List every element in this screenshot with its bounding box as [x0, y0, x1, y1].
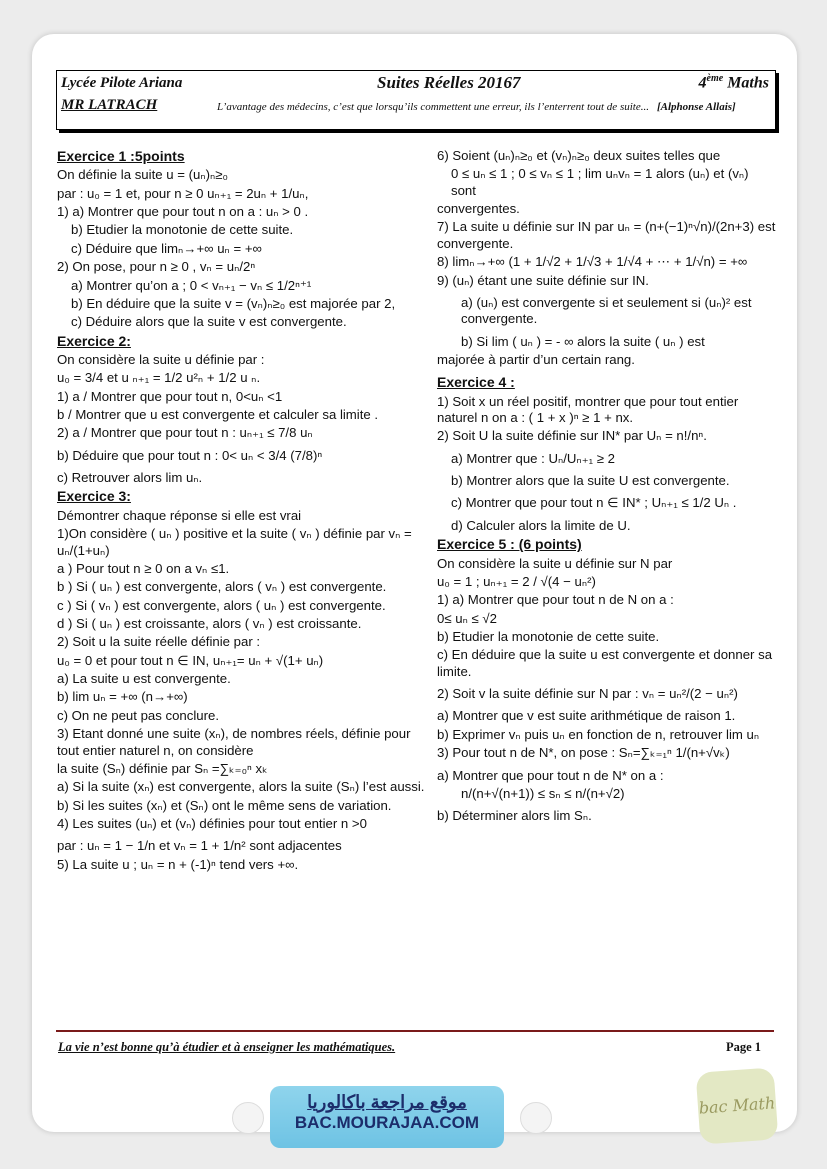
text-line: 2) a / Montrer que pour tout n : uₙ₊₁ ≤ 7/8 uₙ: [57, 425, 313, 441]
text-line: b) Etudier la monotonie de cette suite.: [437, 628, 660, 644]
text-line: c) On ne peut pas conclure.: [57, 707, 220, 723]
text-line: 1) a) Montrer que pour tout n on a : uₙ > 0 .: [57, 204, 309, 220]
left-column: [57, 148, 425, 875]
text-line: 3) Etant donné une suite (xₙ), de nombres réels, définie pour tout entier naturel n, on considère: [57, 726, 411, 758]
text-line: c ) Si ( vₙ ) est convergente, alors ( uₙ ) est convergente.: [57, 597, 386, 613]
text-line: a) Montrer qu’on a ; 0 < vₙ₊₁ − vₙ ≤ 1/2ⁿ⁺¹: [71, 277, 312, 293]
text-line: c) Montrer que pour tout n ∈ IN* ; Uₙ₊₁ ≤ 1/2 Uₙ .: [451, 495, 737, 511]
text-line: 3) Pour tout n de N*, on pose : Sₙ=∑ₖ₌₁ⁿ 1/(n+√vₖ): [437, 745, 730, 761]
text-line: Démontrer chaque réponse si elle est vrai: [57, 507, 302, 523]
text-line: On considère la suite u définie par :: [57, 351, 265, 367]
exercise-heading: Exercice 3:: [57, 488, 131, 505]
text-line: 6) Soient (uₙ)ₙ≥₀ et (vₙ)ₙ≥₀ deux suites telles que: [437, 148, 721, 163]
text-line: a) Montrer que : Uₙ/Uₙ₊₁ ≥ 2: [451, 450, 616, 466]
text-line: On définie la suite u = (uₙ)ₙ≥₀: [57, 167, 228, 183]
text-line: a) La suite u est convergente.: [57, 671, 231, 687]
text-line: 4) Les suites (uₙ) et (vₙ) définies pour tout entier n >0: [57, 815, 367, 831]
text-line: la suite (Sₙ) définie par Sₙ =∑ₖ₌₀ⁿ xₖ: [57, 760, 268, 776]
exercise-heading: Exercice 5 : (6 points): [437, 536, 582, 553]
text-line: a) Montrer que pour tout n de N* on a :: [437, 767, 664, 783]
text-line: u₀ = 0 et pour tout n ∈ IN, uₙ₊₁= uₙ + √(1+ uₙ): [57, 652, 324, 668]
quote-author: [Alphonse Allais]: [656, 101, 736, 113]
text-line: b / Montrer que u est convergente et calculer sa limite .: [57, 407, 379, 423]
header-quote: L’avantage des médecins, c’est que lorsqu’ils commettent une erreur, ils l’enterrent tout de suite... [Alphonse Allais]: [217, 101, 736, 113]
text-line: b) Déduire que pour tout n : 0< uₙ < 3/4 (7/8)ⁿ: [57, 447, 323, 463]
text-line: c) Déduire que limₙ→+∞ uₙ = +∞: [71, 240, 262, 256]
class-label: 4ème Maths: [698, 73, 769, 92]
text-line: u₀ = 3/4 et u ₙ₊₁ = 1/2 u²ₙ + 1/2 u ₙ.: [57, 370, 261, 386]
text-line: 1)On considère ( uₙ ) positive et la suite ( vₙ ) définie par vₙ = uₙ/(1+uₙ): [57, 526, 412, 558]
right-logo-icon: [520, 1102, 552, 1134]
exercise-heading: Exercice 2:: [57, 332, 131, 349]
text-line: 5) La suite u ; uₙ = n + (-1)ⁿ tend vers +∞.: [57, 856, 299, 872]
text-line: b) lim uₙ = +∞ (n→+∞): [57, 689, 188, 705]
text-line: par : u₀ = 1 et, pour n ≥ 0 uₙ₊₁ = 2uₙ + 1/uₙ,: [57, 185, 309, 201]
text-line: 2) Soit v la suite définie sur N par : vₙ = uₙ²/(2 − uₙ²): [437, 686, 738, 702]
site-banner[interactable]: [270, 1086, 504, 1148]
text-line: 9) (uₙ) étant une suite définie sur IN.: [437, 272, 649, 288]
document-header: [56, 70, 776, 130]
text-line: b) Montrer alors que la suite U est convergente.: [451, 473, 730, 489]
banner-arabic: موقع مراجعة باكالوريا: [307, 1092, 467, 1112]
text-line: 2) Soit U la suite définie sur IN* par Uₙ = n!/nⁿ.: [437, 428, 707, 444]
text-line: d) Calculer alors la limite de U.: [451, 517, 631, 533]
text-line: b) Etudier la monotonie de cette suite.: [71, 222, 294, 238]
text-line: a) (uₙ) est convergente si et seulement si (uₙ)² est convergente.: [461, 294, 752, 327]
footer-rule: [56, 1030, 774, 1032]
text-line: u₀ = 1 ; uₙ₊₁ = 2 / √(4 − uₙ²): [437, 573, 596, 589]
text-line: par : uₙ = 1 − 1/n et vₙ = 1 + 1/n² sont adjacentes: [57, 838, 342, 854]
teacher-name: MR LATRACH: [61, 97, 158, 113]
text-line: c) Retrouver alors lim uₙ.: [57, 470, 203, 486]
text-line: c) En déduire que la suite u est convergente et donner sa limite.: [437, 647, 773, 679]
text-line: 7) La suite u définie sur IN par uₙ = (n+(−1)ⁿ√n)/(2n+3) est convergente.: [437, 219, 776, 251]
text-line: convergentes.: [437, 201, 520, 217]
exercise-heading: Exercice 4 :: [437, 374, 515, 391]
text-line: b) Déterminer alors lim Sₙ.: [437, 808, 592, 824]
page-number: Page 1: [726, 1040, 762, 1054]
document-title: Suites Réelles 20167: [377, 73, 521, 92]
text-line: 0 ≤ uₙ ≤ 1 ; 0 ≤ vₙ ≤ 1 ; lim uₙvₙ = 1 alors (uₙ) et (vₙ) sont: [451, 166, 749, 198]
text-line: b) Si lim ( uₙ ) = - ∞ alors la suite ( uₙ ) est: [461, 333, 705, 349]
text-line: 2) Soit u la suite réelle définie par :: [57, 634, 261, 650]
text-line: On considère la suite u définie sur N par: [437, 555, 673, 571]
text-line: d ) Si ( uₙ ) est croissante, alors ( vₙ ) est croissante.: [57, 615, 362, 631]
text-line: a) Si la suite (xₙ) est convergente, alors la suite (Sₙ) l’est aussi.: [57, 779, 425, 795]
text-line: 1) Soit x un réel positif, montrer que pour tout entier naturel n on a : ( 1 + x )ⁿ ≥ 1 + nx.: [437, 393, 739, 426]
exercise-heading: Exercice 1 :5points: [57, 148, 185, 164]
text-line: b) Exprimer vₙ puis uₙ en fonction de n, retrouver lim uₙ: [437, 726, 760, 742]
text-line: 1) a / Montrer que pour tout n, 0<uₙ <1: [57, 388, 283, 404]
text-line: b) Si les suites (xₙ) et (Sₙ) ont le même sens de variation.: [57, 797, 392, 813]
text-line: c) Déduire alors que la suite v est convergente.: [71, 314, 347, 330]
right-column: [437, 148, 777, 827]
banner-url[interactable]: BAC.MOURAJAA.COM: [294, 1113, 480, 1132]
footer-motto: La vie n’est bonne qu’à étudier et à enseigner les mathématiques.: [58, 1040, 396, 1054]
text-line: 8) limₙ→+∞ (1 + 1/√2 + 1/√3 + 1/√4 + ⋯ + 1/√n) = +∞: [437, 254, 748, 270]
text-line: a ) Pour tout n ≥ 0 on a vₙ ≤1.: [57, 560, 230, 576]
text-line: 1) a) Montrer que pour tout n de N on a :: [437, 592, 674, 608]
bac-math-badge: bac Math: [696, 1067, 779, 1144]
text-line: a) Montrer que v est suite arithmétique de raison 1.: [437, 708, 736, 724]
school-name: Lycée Pilote Ariana: [61, 75, 183, 91]
text-line: n/(n+√(n+1)) ≤ sₙ ≤ n/(n+√2): [461, 785, 625, 801]
text-line: b) En déduire que la suite v = (vₙ)ₙ≥₀ est majorée par 2,: [71, 295, 396, 311]
text-line: 2) On pose, pour n ≥ 0 , vₙ = uₙ/2ⁿ: [57, 259, 256, 275]
text-line: b ) Si ( uₙ ) est convergente, alors ( vₙ ) est convergente.: [57, 579, 387, 595]
text-line: majorée à partir d’un certain rang.: [437, 351, 635, 367]
left-logo-icon: [232, 1102, 264, 1134]
text-line: 0≤ uₙ ≤ √2: [437, 610, 497, 626]
